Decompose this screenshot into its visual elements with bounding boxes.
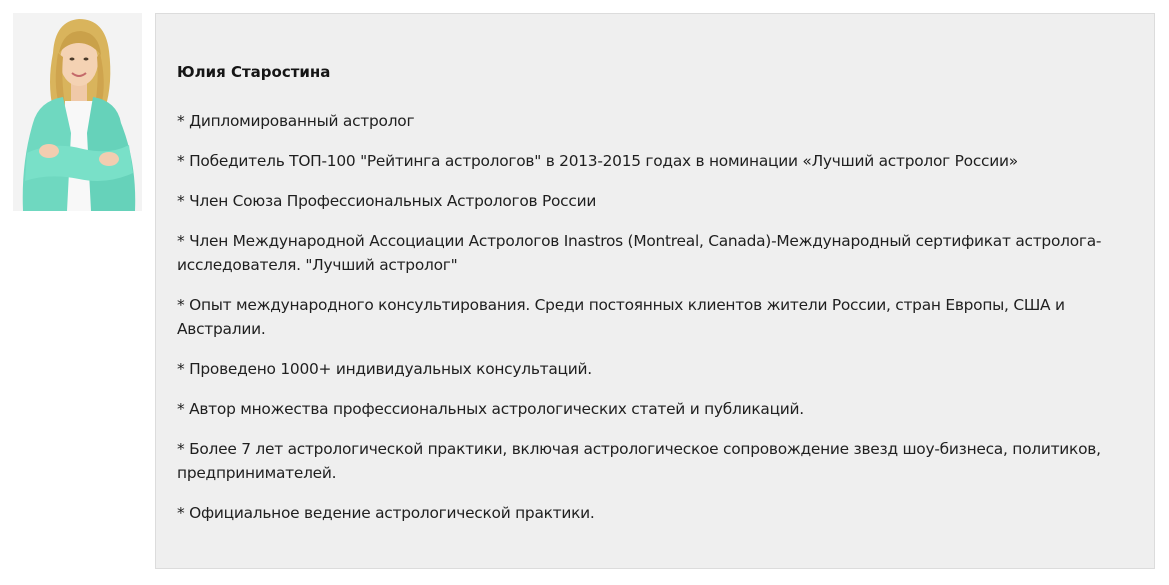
credentials-list [177,109,1134,525]
list-item: * Дипломированный астролог [177,112,415,130]
profile-name: Юлия Старостина [177,63,331,81]
list-item: * Победитель ТОП-100 "Рейтинга астрологов" в 2013-2015 годах в номинации «Лучший астролог России» [177,152,1018,170]
list-item: * Автор множества профессиональных астрологических статей и публикаций. [177,400,804,418]
list-item: * Проведено 1000+ индивидуальных консультаций. [177,360,592,378]
person-photo-icon [13,13,142,211]
list-item: * Член Международной Ассоциации Астрологов Inastros (Montreal, Canada)-Международный сертификат астролога-исследователя. "Лучший астролог" [177,232,1102,274]
bio-card [155,13,1155,569]
list-item: * Член Союза Профессиональных Астрологов России [177,192,597,210]
list-item: * Более 7 лет астрологической практики, включая астрологическое сопровождение звезд шоу-бизнеса, политиков, предпринимателей. [177,440,1101,482]
list-item: * Официальное ведение астрологической практики. [177,504,595,522]
avatar [13,13,142,211]
list-item: * Опыт международного консультирования. Среди постоянных клиентов жители России, стран Европы, США и Австралии. [177,296,1065,338]
